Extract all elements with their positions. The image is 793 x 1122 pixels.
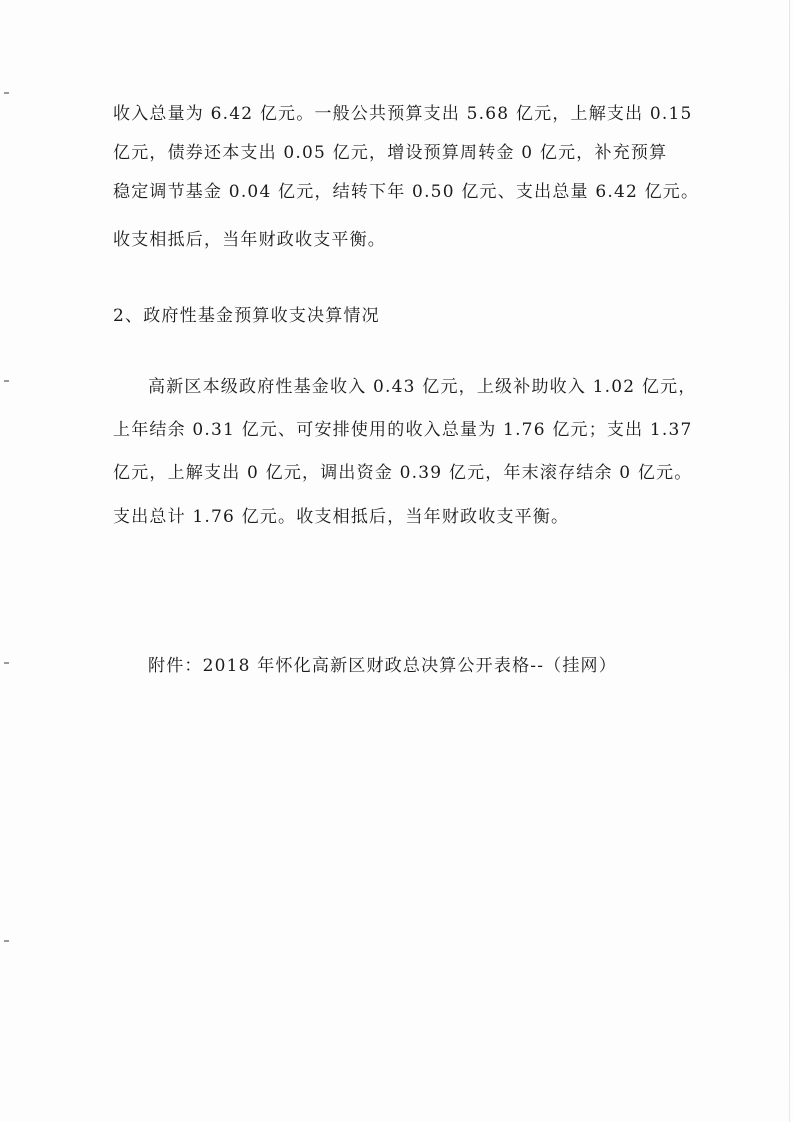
section-heading: 2、政府性基金预算收支决算情况 [113,306,380,326]
paragraph-line: 高新区本级政府性基金收入 0.43 亿元，上级补助收入 1.02 亿元， [148,377,697,397]
paragraph-line: 稳定调节基金 0.04 亿元，结转下年 0.50 亿元、支出总量 6.42 亿元。 [113,182,700,202]
paragraph-line: 亿元，债券还本支出 0.05 亿元，增设预算周转金 0 亿元，补充预算 [113,143,668,163]
scan-mark [4,940,9,942]
scan-edge [789,0,790,1122]
paragraph-line: 收支相抵后，当年财政收支平衡。 [113,230,386,250]
paragraph-line: 支出总计 1.76 亿元。收支相抵后，当年财政收支平衡。 [113,507,570,527]
scan-mark [4,662,9,664]
paragraph-line: 亿元，上解支出 0 亿元，调出资金 0.39 亿元，年末滚存结余 0 亿元。 [113,463,693,483]
paragraph-line: 上年结余 0.31 亿元、可安排使用的收入总量为 1.76 亿元；支出 1.37 [113,420,693,440]
attachment-note: 附件：2018 年怀化高新区财政总决算公开表格--（挂网） [148,656,617,676]
paragraph-line: 收入总量为 6.42 亿元。一般公共预算支出 5.68 亿元，上解支出 0.15 [113,104,693,124]
scan-mark [4,92,9,94]
scan-mark [4,380,9,382]
